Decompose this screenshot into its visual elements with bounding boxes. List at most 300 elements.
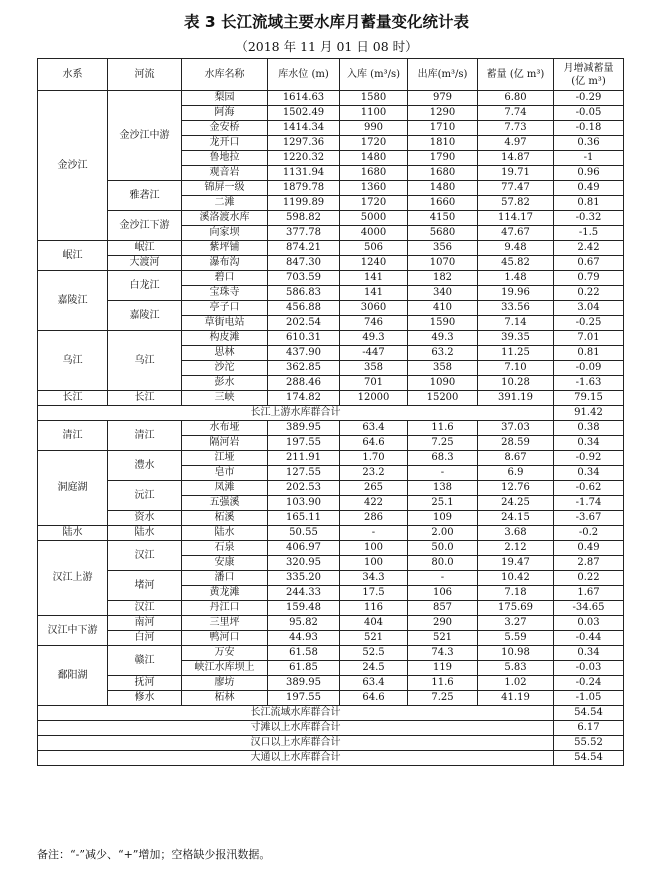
storage-cell: 10.28 [478, 376, 554, 391]
outflow-cell: 1660 [408, 196, 478, 211]
outflow-cell: 1680 [408, 166, 478, 181]
system-cell: 岷江 [38, 241, 108, 271]
storage-cell: 1.48 [478, 271, 554, 286]
inflow-cell: 141 [340, 271, 408, 286]
level-cell: 165.11 [268, 511, 340, 526]
change-cell: 0.49 [554, 181, 624, 196]
table-row [38, 181, 624, 196]
change-cell: -0.03 [554, 661, 624, 676]
river-cell: 修水 [108, 691, 182, 706]
outflow-cell: 1790 [408, 151, 478, 166]
storage-cell: 14.87 [478, 151, 554, 166]
river-cell: 乌江 [108, 331, 182, 391]
total-row-label: 汉口以上水库群合计 [38, 736, 554, 751]
outflow-cell: 340 [408, 286, 478, 301]
name-cell: 瀑布沟 [182, 256, 268, 271]
upper-total-row-label: 长江上游水库群合计 [38, 406, 554, 421]
table-row [38, 301, 624, 316]
storage-cell: 7.18 [478, 586, 554, 601]
storage-cell: 12.76 [478, 481, 554, 496]
inflow-cell: 63.4 [340, 676, 408, 691]
name-cell: 石泉 [182, 541, 268, 556]
river-cell: 白河 [108, 631, 182, 646]
level-cell: 362.85 [268, 361, 340, 376]
storage-cell: 39.35 [478, 331, 554, 346]
change-cell: -0.24 [554, 676, 624, 691]
outflow-cell: 109 [408, 511, 478, 526]
name-cell: 柘林 [182, 691, 268, 706]
outflow-cell: 1070 [408, 256, 478, 271]
river-cell: 抚河 [108, 676, 182, 691]
name-cell: 彭水 [182, 376, 268, 391]
storage-cell: 5.59 [478, 631, 554, 646]
inflow-cell: 521 [340, 631, 408, 646]
change-cell: 0.36 [554, 136, 624, 151]
level-cell: 406.97 [268, 541, 340, 556]
level-cell: 437.90 [268, 346, 340, 361]
inflow-cell: 3060 [340, 301, 408, 316]
change-cell: 0.38 [554, 421, 624, 436]
change-cell: -0.2 [554, 526, 624, 541]
name-cell: 三里坪 [182, 616, 268, 631]
storage-cell: 77.47 [478, 181, 554, 196]
level-cell: 377.78 [268, 226, 340, 241]
outflow-cell: 25.1 [408, 496, 478, 511]
table-row [38, 256, 624, 271]
level-cell: 1879.78 [268, 181, 340, 196]
inflow-cell: 286 [340, 511, 408, 526]
table-row [38, 241, 624, 256]
change-cell: -0.62 [554, 481, 624, 496]
river-cell: 岷江 [108, 241, 182, 256]
inflow-cell: 422 [340, 496, 408, 511]
inflow-cell: 1480 [340, 151, 408, 166]
table-row [38, 646, 624, 661]
outflow-cell: 7.25 [408, 436, 478, 451]
storage-cell: 175.69 [478, 601, 554, 616]
level-cell: 288.46 [268, 376, 340, 391]
inflow-cell: 1.70 [340, 451, 408, 466]
total-row-value: 55.52 [554, 736, 624, 751]
total-row [38, 751, 624, 766]
storage-cell: 3.68 [478, 526, 554, 541]
outflow-cell: 138 [408, 481, 478, 496]
change-cell: -0.05 [554, 106, 624, 121]
level-cell: 598.82 [268, 211, 340, 226]
inflow-cell: 1680 [340, 166, 408, 181]
table-row [38, 571, 624, 586]
name-cell: 思林 [182, 346, 268, 361]
river-cell: 南河 [108, 616, 182, 631]
total-row-label: 寸滩以上水库群合计 [38, 721, 554, 736]
river-cell: 嘉陵江 [108, 301, 182, 331]
name-cell: 安康 [182, 556, 268, 571]
level-cell: 95.82 [268, 616, 340, 631]
storage-cell: 19.96 [478, 286, 554, 301]
change-cell: 0.81 [554, 196, 624, 211]
level-cell: 586.83 [268, 286, 340, 301]
storage-cell: 7.73 [478, 121, 554, 136]
outflow-cell: 182 [408, 271, 478, 286]
river-cell: 陆水 [108, 526, 182, 541]
change-cell: -0.92 [554, 451, 624, 466]
level-cell: 847.30 [268, 256, 340, 271]
storage-cell: 41.19 [478, 691, 554, 706]
storage-cell: 10.98 [478, 646, 554, 661]
name-cell: 沙沱 [182, 361, 268, 376]
name-cell: 构皮滩 [182, 331, 268, 346]
footnote: 备注：“-”减少、“+”增加；空格缺少报汛数据。 [37, 848, 271, 861]
table-row [38, 91, 624, 106]
level-cell: 1199.89 [268, 196, 340, 211]
table-row [38, 511, 624, 526]
header-row [38, 59, 624, 91]
outflow-cell: 410 [408, 301, 478, 316]
name-cell: 梨园 [182, 91, 268, 106]
change-cell: 2.87 [554, 556, 624, 571]
storage-cell: 2.12 [478, 541, 554, 556]
change-cell: -0.32 [554, 211, 624, 226]
storage-cell: 8.67 [478, 451, 554, 466]
total-row-value: 54.54 [554, 751, 624, 766]
system-cell: 清江 [38, 421, 108, 451]
change-cell: 2.42 [554, 241, 624, 256]
storage-cell: 45.82 [478, 256, 554, 271]
name-cell: 三峡 [182, 391, 268, 406]
river-cell: 雅砻江 [108, 181, 182, 211]
inflow-cell: 1100 [340, 106, 408, 121]
table-row [38, 631, 624, 646]
inflow-cell: 17.5 [340, 586, 408, 601]
name-cell: 廖坊 [182, 676, 268, 691]
change-cell: -0.29 [554, 91, 624, 106]
outflow-cell: - [408, 466, 478, 481]
table-row [38, 601, 624, 616]
level-cell: 127.55 [268, 466, 340, 481]
change-cell: 0.22 [554, 571, 624, 586]
change-cell: 3.04 [554, 301, 624, 316]
change-cell: -0.25 [554, 316, 624, 331]
change-cell: -1.5 [554, 226, 624, 241]
storage-cell: 6.80 [478, 91, 554, 106]
river-cell: 堵河 [108, 571, 182, 601]
level-cell: 202.54 [268, 316, 340, 331]
name-cell: 皂市 [182, 466, 268, 481]
storage-cell: 19.47 [478, 556, 554, 571]
storage-cell: 1.02 [478, 676, 554, 691]
inflow-cell: 64.6 [340, 691, 408, 706]
name-cell: 丹江口 [182, 601, 268, 616]
system-cell: 鄱阳湖 [38, 646, 108, 706]
outflow-cell: 119 [408, 661, 478, 676]
total-row [38, 706, 624, 721]
header-inflow: 入库 (m³/s) [340, 59, 408, 91]
system-cell: 洞庭湖 [38, 451, 108, 526]
table-row [38, 616, 624, 631]
outflow-cell: 1480 [408, 181, 478, 196]
inflow-cell: 52.5 [340, 646, 408, 661]
inflow-cell: 63.4 [340, 421, 408, 436]
outflow-cell: 1810 [408, 136, 478, 151]
storage-cell: 3.27 [478, 616, 554, 631]
outflow-cell: 1290 [408, 106, 478, 121]
outflow-cell: 63.2 [408, 346, 478, 361]
river-cell: 金沙江下游 [108, 211, 182, 241]
level-cell: 1414.34 [268, 121, 340, 136]
river-cell: 澧水 [108, 451, 182, 481]
storage-cell: 114.17 [478, 211, 554, 226]
outflow-cell: 521 [408, 631, 478, 646]
change-cell: -3.67 [554, 511, 624, 526]
name-cell: 阿海 [182, 106, 268, 121]
name-cell: 万安 [182, 646, 268, 661]
inflow-cell: 1580 [340, 91, 408, 106]
inflow-cell: 23.2 [340, 466, 408, 481]
level-cell: 61.85 [268, 661, 340, 676]
inflow-cell: 12000 [340, 391, 408, 406]
inflow-cell: 116 [340, 601, 408, 616]
outflow-cell: 49.3 [408, 331, 478, 346]
table-row [38, 421, 624, 436]
name-cell: 隔河岩 [182, 436, 268, 451]
inflow-cell: - [340, 526, 408, 541]
river-cell: 白龙江 [108, 271, 182, 301]
storage-cell: 10.42 [478, 571, 554, 586]
inflow-cell: 141 [340, 286, 408, 301]
change-cell: -0.18 [554, 121, 624, 136]
total-row-value: 54.54 [554, 706, 624, 721]
change-cell: 0.67 [554, 256, 624, 271]
change-cell: 0.22 [554, 286, 624, 301]
river-cell: 赣江 [108, 646, 182, 676]
name-cell: 观音岩 [182, 166, 268, 181]
level-cell: 335.20 [268, 571, 340, 586]
name-cell: 宝珠寺 [182, 286, 268, 301]
inflow-cell: 1240 [340, 256, 408, 271]
total-row [38, 721, 624, 736]
outflow-cell: - [408, 571, 478, 586]
outflow-cell: 2.00 [408, 526, 478, 541]
level-cell: 874.21 [268, 241, 340, 256]
level-cell: 103.90 [268, 496, 340, 511]
outflow-cell: 1710 [408, 121, 478, 136]
outflow-cell: 68.3 [408, 451, 478, 466]
river-cell: 沅江 [108, 481, 182, 511]
level-cell: 1502.49 [268, 106, 340, 121]
change-cell: 1.67 [554, 586, 624, 601]
change-cell: 0.79 [554, 271, 624, 286]
outflow-cell: 356 [408, 241, 478, 256]
outflow-cell: 15200 [408, 391, 478, 406]
inflow-cell: 1720 [340, 196, 408, 211]
inflow-cell: 100 [340, 541, 408, 556]
change-cell: -0.09 [554, 361, 624, 376]
table-row [38, 541, 624, 556]
outflow-cell: 11.6 [408, 676, 478, 691]
level-cell: 61.58 [268, 646, 340, 661]
name-cell: 潘口 [182, 571, 268, 586]
river-cell: 资水 [108, 511, 182, 526]
level-cell: 202.53 [268, 481, 340, 496]
level-cell: 244.33 [268, 586, 340, 601]
outflow-cell: 1590 [408, 316, 478, 331]
level-cell: 456.88 [268, 301, 340, 316]
storage-cell: 4.97 [478, 136, 554, 151]
header-outflow: 出库(m³/s) [408, 59, 478, 91]
header-storage: 蓄量 (亿 m³) [478, 59, 554, 91]
level-cell: 320.95 [268, 556, 340, 571]
inflow-cell: 358 [340, 361, 408, 376]
river-cell: 大渡河 [108, 256, 182, 271]
level-cell: 211.91 [268, 451, 340, 466]
river-cell: 汉江 [108, 601, 182, 616]
level-cell: 50.55 [268, 526, 340, 541]
name-cell: 亭子口 [182, 301, 268, 316]
header-name: 水库名称 [182, 59, 268, 91]
change-cell: -1.74 [554, 496, 624, 511]
storage-cell: 5.83 [478, 661, 554, 676]
storage-cell: 24.25 [478, 496, 554, 511]
storage-cell: 19.71 [478, 166, 554, 181]
inflow-cell: 49.3 [340, 331, 408, 346]
storage-cell: 33.56 [478, 301, 554, 316]
river-cell: 汉江 [108, 541, 182, 571]
name-cell: 五强溪 [182, 496, 268, 511]
system-cell: 金沙江 [38, 91, 108, 241]
inflow-cell: 1360 [340, 181, 408, 196]
storage-cell: 11.25 [478, 346, 554, 361]
name-cell: 凤滩 [182, 481, 268, 496]
name-cell: 黄龙滩 [182, 586, 268, 601]
outflow-cell: 979 [408, 91, 478, 106]
storage-cell: 37.03 [478, 421, 554, 436]
name-cell: 峡江水库坝上 [182, 661, 268, 676]
storage-cell: 28.59 [478, 436, 554, 451]
table-row [38, 331, 624, 346]
outflow-cell: 11.6 [408, 421, 478, 436]
change-cell: 0.34 [554, 436, 624, 451]
outflow-cell: 1090 [408, 376, 478, 391]
upper-total-row [38, 406, 624, 421]
outflow-cell: 74.3 [408, 646, 478, 661]
outflow-cell: 5680 [408, 226, 478, 241]
total-row-value: 6.17 [554, 721, 624, 736]
storage-cell: 47.67 [478, 226, 554, 241]
storage-cell: 24.15 [478, 511, 554, 526]
inflow-cell: 5000 [340, 211, 408, 226]
outflow-cell: 50.0 [408, 541, 478, 556]
table-row [38, 481, 624, 496]
system-cell: 嘉陵江 [38, 271, 108, 331]
outflow-cell: 290 [408, 616, 478, 631]
river-cell: 长江 [108, 391, 182, 406]
name-cell: 鲁地拉 [182, 151, 268, 166]
outflow-cell: 7.25 [408, 691, 478, 706]
change-cell: -1.63 [554, 376, 624, 391]
system-cell: 乌江 [38, 331, 108, 391]
change-cell: 0.34 [554, 646, 624, 661]
change-cell: -1 [554, 151, 624, 166]
name-cell: 碧口 [182, 271, 268, 286]
inflow-cell: 34.3 [340, 571, 408, 586]
level-cell: 703.59 [268, 271, 340, 286]
name-cell: 锦屏一级 [182, 181, 268, 196]
name-cell: 向家坝 [182, 226, 268, 241]
upper-total-row-value: 91.42 [554, 406, 624, 421]
name-cell: 水布垭 [182, 421, 268, 436]
level-cell: 1220.32 [268, 151, 340, 166]
level-cell: 610.31 [268, 331, 340, 346]
inflow-cell: 746 [340, 316, 408, 331]
outflow-cell: 4150 [408, 211, 478, 226]
header-level: 库水位 (m) [268, 59, 340, 91]
storage-cell: 6.9 [478, 466, 554, 481]
name-cell: 柘溪 [182, 511, 268, 526]
name-cell: 二滩 [182, 196, 268, 211]
storage-cell: 57.82 [478, 196, 554, 211]
name-cell: 金安桥 [182, 121, 268, 136]
outflow-cell: 80.0 [408, 556, 478, 571]
change-cell: 7.01 [554, 331, 624, 346]
inflow-cell: 990 [340, 121, 408, 136]
level-cell: 44.93 [268, 631, 340, 646]
total-row-label: 大通以上水库群合计 [38, 751, 554, 766]
header-river: 河流 [108, 59, 182, 91]
total-row [38, 736, 624, 751]
system-cell: 汉江上游 [38, 541, 108, 616]
change-cell: 0.96 [554, 166, 624, 181]
storage-cell: 391.19 [478, 391, 554, 406]
level-cell: 1614.63 [268, 91, 340, 106]
inflow-cell: 100 [340, 556, 408, 571]
level-cell: 174.82 [268, 391, 340, 406]
change-cell: -0.44 [554, 631, 624, 646]
level-cell: 389.95 [268, 676, 340, 691]
table-subtitle: （2018 年 11 月 01 日 08 时） [235, 39, 418, 54]
outflow-cell: 106 [408, 586, 478, 601]
inflow-cell: 506 [340, 241, 408, 256]
table-row [38, 391, 624, 406]
table-row [38, 211, 624, 226]
outflow-cell: 358 [408, 361, 478, 376]
inflow-cell: 265 [340, 481, 408, 496]
level-cell: 1297.36 [268, 136, 340, 151]
table-row [38, 691, 624, 706]
name-cell: 鸭河口 [182, 631, 268, 646]
river-cell: 清江 [108, 421, 182, 451]
inflow-cell: 4000 [340, 226, 408, 241]
total-row-label: 长江流域水库群合计 [38, 706, 554, 721]
inflow-cell: -447 [340, 346, 408, 361]
inflow-cell: 701 [340, 376, 408, 391]
outflow-cell: 857 [408, 601, 478, 616]
table-row [38, 451, 624, 466]
level-cell: 1131.94 [268, 166, 340, 181]
change-cell: 0.34 [554, 466, 624, 481]
inflow-cell: 24.5 [340, 661, 408, 676]
name-cell: 陆水 [182, 526, 268, 541]
change-cell: 0.49 [554, 541, 624, 556]
level-cell: 389.95 [268, 421, 340, 436]
name-cell: 江垭 [182, 451, 268, 466]
name-cell: 龙开口 [182, 136, 268, 151]
river-cell: 金沙江中游 [108, 91, 182, 181]
change-cell: 0.03 [554, 616, 624, 631]
table-row [38, 526, 624, 541]
table-row [38, 271, 624, 286]
level-cell: 197.55 [268, 691, 340, 706]
name-cell: 紫坪铺 [182, 241, 268, 256]
